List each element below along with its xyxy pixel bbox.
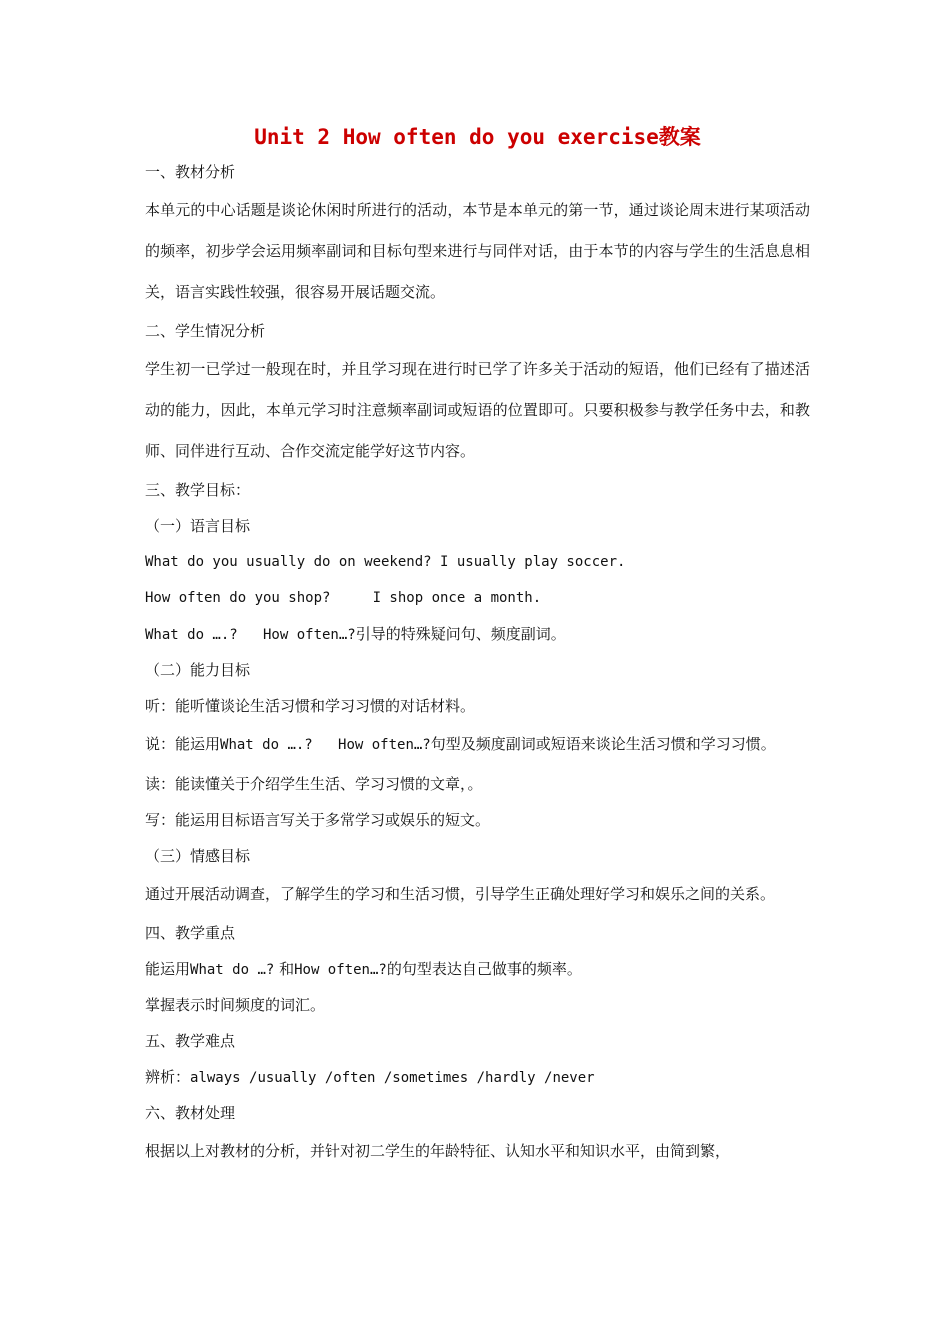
ability-listening: 听：能听懂谈论生活习惯和学习习惯的对话材料。 [145, 697, 476, 715]
section-paragraph-students: 学生初一已学过一般现在时，并且学习现在进行时已学了许多关于活动的短语，他们已经有了描述活动的能力，因此，本单元学习时注意频率副词或短语的位置即可。只要积极参与教学任务中去，和教师、同伴进行互动、合作交流定能学好这节内容。 [145, 360, 810, 460]
key-point-patterns [145, 951, 810, 987]
key-point-pattern-how-often: How often…? [294, 962, 387, 978]
subheading-ability-goals: （二）能力目标 [145, 661, 251, 679]
document-title: Unit 2 How often do you exercise教案 [254, 125, 701, 149]
section-heading-difficulties: 五、教学难点 [145, 1032, 236, 1050]
key-point-prefix: 能运用 [145, 960, 191, 978]
ability-reading: 读：能读懂关于介绍学生生活、学习习惯的文章，。 [145, 775, 483, 793]
section-paragraph-materials: 本单元的中心话题是谈论休闲时所进行的活动，本节是本单元的第一节，通过谈论周末进行某项活动的频率，初步学会运用频率副词和目标句型来进行与同伴对话，由于本节的内容与学生的生活息息相关，语言实践性较强，很容易开展话题交流。 [145, 201, 810, 301]
speaking-suffix: 句型及频度副词或短语来谈论生活习惯和学习习惯。 [430, 735, 776, 753]
key-point-pattern-what: What do …? [190, 962, 275, 978]
example-line-question-types [145, 616, 810, 652]
section-heading-materials: 一、教材分析 [145, 163, 236, 181]
subheading-emotional-goals: （三）情感目标 [145, 847, 251, 865]
key-point-and: 和 [274, 960, 295, 978]
section-paragraph-processing: 根据以上对教材的分析，并针对初二学生的年龄特征、认知水平和知识水平，由简到繁， [145, 1142, 731, 1160]
section-heading-students: 二、学生情况分析 [145, 322, 266, 340]
example-sentence-shop: How often do you shop? I shop once a month. [145, 590, 542, 606]
section-heading-processing: 六、教材处理 [145, 1104, 236, 1122]
section-heading-key-points: 四、教学重点 [145, 924, 236, 942]
difficulty-adverb-list: always /usually /often /sometimes /hardly /never [190, 1070, 595, 1086]
ability-speaking [145, 724, 810, 766]
speaking-prefix: 说：能运用 [145, 735, 221, 753]
key-point-suffix: 的句型表达自己做事的频率。 [386, 960, 582, 978]
subheading-language-goals: （一）语言目标 [145, 517, 251, 535]
difficulty-adverbs [145, 1059, 810, 1095]
key-point-vocabulary: 掌握表示时间频度的词汇。 [145, 996, 326, 1014]
document-page [145, 120, 810, 1172]
question-pattern-text: What do ….? How often…? [145, 627, 356, 643]
speaking-pattern: What do ….? How often…? [220, 737, 431, 753]
example-sentence-weekend: What do you usually do on weekend? I usually play soccer. [145, 554, 626, 570]
emotional-goals-paragraph: 通过开展活动调查，了解学生的学习和生活习惯，引导学生正确处理好学习和娱乐之间的关系。 [145, 885, 776, 903]
difficulty-prefix: 辨析： [145, 1068, 191, 1086]
ability-writing: 写：能运用目标语言写关于多常学习或娱乐的短文。 [145, 811, 491, 829]
question-pattern-description: 引导的特殊疑问句、频度副词。 [355, 625, 566, 643]
section-heading-objectives: 三、教学目标： [145, 481, 251, 499]
